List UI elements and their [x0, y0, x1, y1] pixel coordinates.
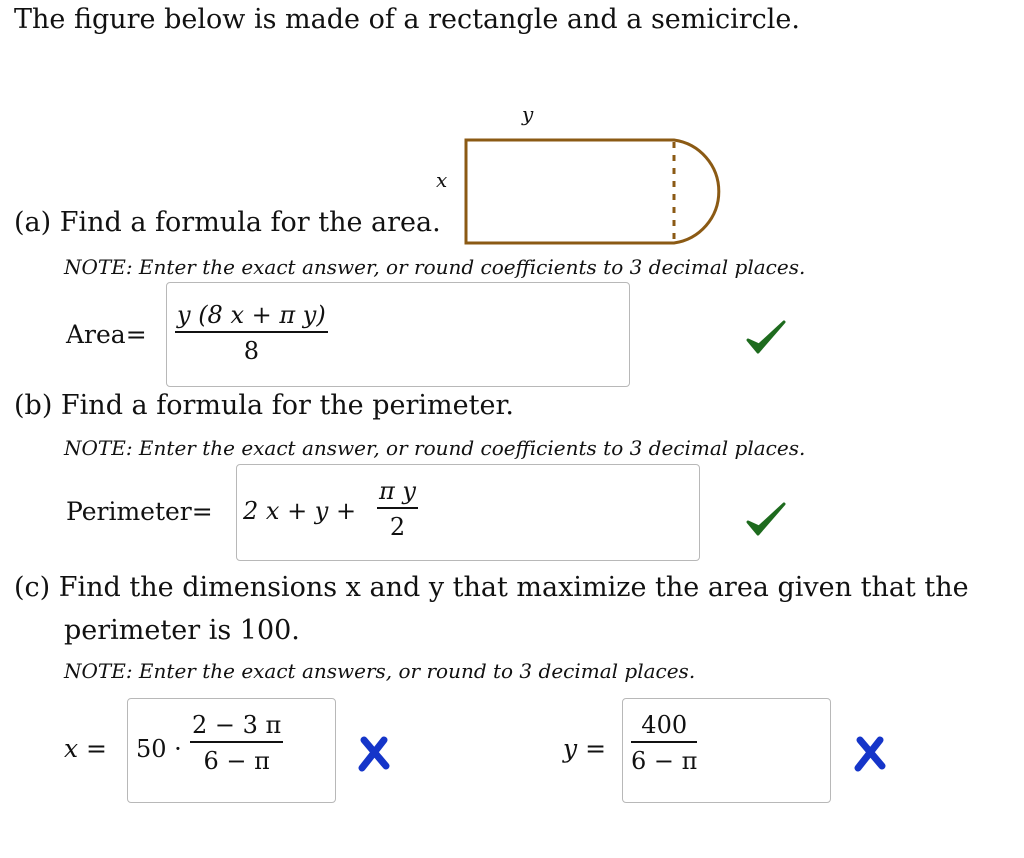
x-label: x =: [64, 734, 107, 763]
area-denominator: 8: [243, 336, 259, 365]
y-answer-input[interactable]: [622, 698, 831, 803]
part-c-title-line2: perimeter is 100.: [64, 615, 300, 646]
y-label: y =: [563, 734, 607, 763]
y-denominator: 6 − π: [631, 746, 698, 775]
part-c-title-line1: (c) Find the dimensions x and y that maximize the area given that the: [14, 572, 969, 603]
part-b-title: (b) Find a formula for the perimeter.: [14, 390, 514, 421]
part-b-note: NOTE: Enter the exact answer, or round coefficients to 3 decimal places.: [64, 436, 806, 460]
x-denominator: 6 − π: [203, 746, 270, 775]
perimeter-label: Perimeter=: [66, 497, 213, 526]
figure-outline: [466, 140, 719, 243]
intro-text: The figure below is made of a rectangle and a semicircle.: [14, 4, 800, 35]
rectangle-semicircle-figure: [430, 95, 740, 255]
cross-icon: [356, 736, 390, 772]
area-label: Area=: [66, 320, 147, 349]
perimeter-answer-input[interactable]: [236, 464, 700, 561]
perimeter-denominator: 2: [389, 512, 406, 541]
x-numerator: 2 − 3 π: [192, 711, 282, 739]
perimeter-numerator: π y: [379, 477, 416, 505]
check-icon: [744, 500, 788, 540]
y-fraction: [631, 711, 697, 775]
x-fraction: [190, 711, 283, 775]
part-a-note: NOTE: Enter the exact answer, or round coefficients to 3 decimal places.: [64, 255, 806, 279]
check-icon: [744, 318, 788, 358]
y-numerator: 400: [641, 711, 688, 739]
x-answer-input[interactable]: [127, 698, 336, 803]
area-answer-input[interactable]: [166, 282, 630, 387]
x-prefix: 50 ·: [136, 735, 182, 763]
cross-icon: [852, 736, 886, 772]
figure-label-x: x: [436, 168, 448, 192]
part-a-title: (a) Find a formula for the area.: [14, 207, 441, 238]
perimeter-fraction: [377, 477, 418, 541]
area-fraction: [175, 301, 328, 365]
part-c-note: NOTE: Enter the exact answers, or round to 3 decimal places.: [64, 659, 696, 683]
area-numerator: y (8 x + π y): [177, 301, 326, 329]
perimeter-prefix: 2 x + y +: [243, 497, 357, 525]
figure-label-y: y: [522, 102, 534, 126]
